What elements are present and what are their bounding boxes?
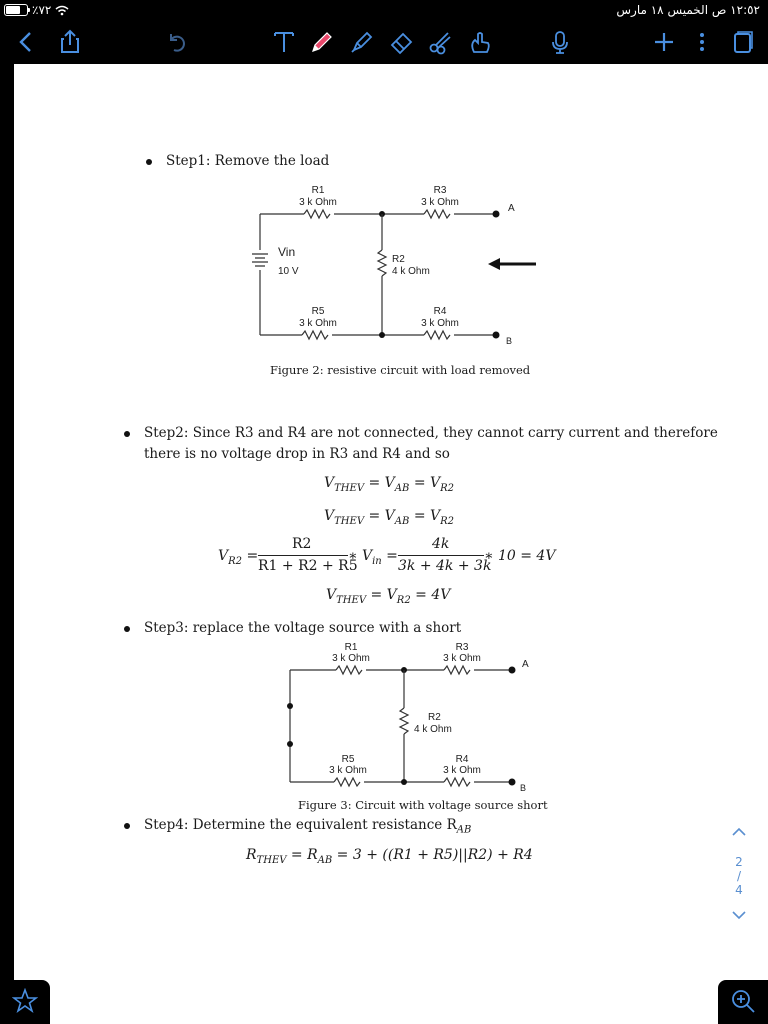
mic-icon[interactable] xyxy=(544,26,576,58)
step2-line2: there is no voltage drop in R3 and R4 and so xyxy=(144,446,450,462)
node-a-dot xyxy=(493,211,500,218)
equation-5: $R_{THEV} = R_{AB} = 3 + ((R1 + R5)||R2) + R4$ xyxy=(246,847,533,866)
r1-name: R1 xyxy=(311,185,325,196)
fraction-line xyxy=(398,555,484,556)
resistor-r3 xyxy=(424,210,450,218)
arrow-icon xyxy=(488,258,500,270)
eraser-icon[interactable] xyxy=(386,26,418,58)
equation-1: $V_{THEV} = V_{AB} = V_{R2}$ xyxy=(324,475,455,494)
battery-icon xyxy=(4,4,28,16)
circuit-diagram-1 xyxy=(244,178,544,348)
node-b-label: B xyxy=(520,783,527,793)
r5-value: 3 k Ohm xyxy=(299,318,337,329)
node-b-dot xyxy=(509,779,516,786)
r3-value: 3 k Ohm xyxy=(443,653,481,664)
page-navigator xyxy=(724,826,754,946)
star-icon xyxy=(12,988,38,1014)
r2-name: R2 xyxy=(428,712,441,723)
vin-name: Vin xyxy=(278,245,296,259)
resistor-r1 xyxy=(304,210,330,218)
equation-2: $V_{THEV} = V_{AB} = V_{R2}$ xyxy=(324,508,455,527)
r1-name: R1 xyxy=(344,642,358,653)
back-icon[interactable] xyxy=(10,26,42,58)
battery-percent: ٪٧٢ xyxy=(32,3,52,17)
more-icon[interactable] xyxy=(686,26,718,58)
circuit-diagram-2 xyxy=(278,636,548,796)
step1-text: Step1: Remove the load xyxy=(166,153,330,169)
document-page[interactable] xyxy=(14,64,754,1024)
step2-line1: Step2: Since R3 and R4 are not connected, they cannot carry current and therefore xyxy=(144,425,718,441)
favorite-button[interactable] xyxy=(0,980,50,1024)
r1-value: 3 k Ohm xyxy=(332,653,370,664)
share-icon[interactable] xyxy=(54,26,86,58)
gesture-icon[interactable] xyxy=(464,26,496,58)
resistor-r4 xyxy=(444,778,470,786)
r2-value: 4 k Ohm xyxy=(414,724,452,735)
resistor-r1 xyxy=(336,666,362,674)
node-b-dot xyxy=(493,332,500,339)
bullet xyxy=(146,159,152,165)
node-b-label: B xyxy=(506,336,513,346)
page-current: 2 xyxy=(735,855,743,869)
eq3-den2: 3k + 4k + 3k xyxy=(398,558,492,574)
lasso-icon[interactable] xyxy=(424,26,456,58)
resistor-r2 xyxy=(378,250,386,276)
resistor-r3 xyxy=(444,666,470,674)
r1-value: 3 k Ohm xyxy=(299,197,337,208)
highlighter-icon[interactable] xyxy=(346,26,378,58)
add-icon[interactable] xyxy=(648,26,680,58)
r2-value: 4 k Ohm xyxy=(392,266,430,277)
eq3-lhs: $V_{R2}$ = xyxy=(218,548,259,567)
page-margin-strip xyxy=(754,64,768,980)
battery-vin xyxy=(252,254,268,266)
eq3-num1: R2 xyxy=(292,536,312,552)
r5-name: R5 xyxy=(311,306,325,317)
r3-value: 3 k Ohm xyxy=(421,197,459,208)
r3-name: R3 xyxy=(433,185,447,196)
zoom-in-icon xyxy=(730,988,756,1014)
r5-value: 3 k Ohm xyxy=(329,765,367,776)
node-a-dot xyxy=(509,667,516,674)
battery-group xyxy=(4,3,69,17)
r4-name: R4 xyxy=(433,306,447,317)
eq3-num2: 4k xyxy=(432,536,450,552)
node-a-label: A xyxy=(508,203,515,214)
r3-name: R3 xyxy=(455,642,469,653)
eq3-tail: ∗ 10 = 4V xyxy=(484,548,556,564)
pages-icon[interactable] xyxy=(726,26,758,58)
bullet xyxy=(124,823,130,829)
page-total: 4 xyxy=(735,883,743,897)
bullet xyxy=(124,431,130,437)
r4-value: 3 k Ohm xyxy=(421,318,459,329)
eq3-den1: R1 + R2 + R5 xyxy=(258,558,358,574)
figure3-caption: Figure 3: Circuit with voltage source short xyxy=(298,798,548,812)
vin-value: 10 V xyxy=(278,266,299,277)
step4-text: Step4: Determine the equivalent resistance $R_{AB}$ xyxy=(144,817,472,836)
resistor-r5 xyxy=(334,778,360,786)
resistor-r5 xyxy=(302,331,328,339)
eq3-mid: ∗ $V_{in}$ = xyxy=(348,548,398,567)
zoom-button[interactable] xyxy=(718,980,768,1024)
resistor-r2 xyxy=(400,708,408,734)
junction-bottom xyxy=(401,779,407,785)
fraction-line xyxy=(258,555,348,556)
toolbar xyxy=(0,20,768,64)
r4-name: R4 xyxy=(455,754,469,765)
r2-name: R2 xyxy=(392,254,405,265)
status-bar xyxy=(0,0,768,20)
wifi-icon xyxy=(55,5,69,16)
resistor-r4 xyxy=(424,331,450,339)
page-up-icon[interactable] xyxy=(731,826,747,838)
node-a-label: A xyxy=(522,659,529,670)
undo-icon[interactable] xyxy=(160,26,192,58)
page-separator: / xyxy=(736,869,742,883)
page-down-icon[interactable] xyxy=(731,909,747,921)
figure2-caption: Figure 2: resistive circuit with load removed xyxy=(270,363,531,377)
pen-icon[interactable] xyxy=(306,26,338,58)
r5-name: R5 xyxy=(341,754,355,765)
step3-text: Step3: replace the voltage source with a short xyxy=(144,620,462,636)
equation-4: $V_{THEV} = V_{R2} = 4V$ xyxy=(326,587,451,606)
junction-bottom xyxy=(379,332,385,338)
bullet xyxy=(124,626,130,632)
status-datetime: ١٢:٥٢ ص الخميس ١٨ مارس xyxy=(616,3,760,17)
text-icon[interactable] xyxy=(268,26,300,58)
r4-value: 3 k Ohm xyxy=(443,765,481,776)
